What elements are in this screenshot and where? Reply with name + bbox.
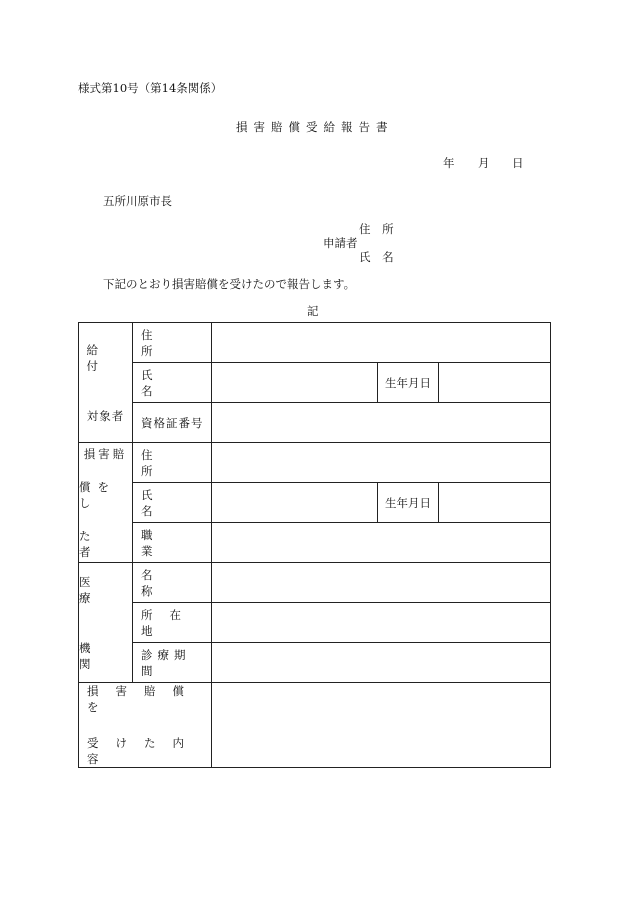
medical-period-label: 診療期間 [141,647,191,678]
ki-label: 記 [307,304,319,318]
table-row [79,603,551,643]
date-day: 日 [512,156,524,170]
recipient-name-field[interactable] [212,363,378,403]
medical-location-label: 所在地 [141,607,198,638]
date-month: 月 [478,156,490,170]
medical-name-label: 名 称 [141,567,195,598]
table-row [79,563,551,603]
recipient-name-label: 氏 名 [141,367,195,398]
liable-group-cell [79,443,133,563]
medical-period-field[interactable] [212,643,551,683]
recipient-qualification-field[interactable] [212,403,551,443]
liable-occupation-field[interactable] [212,523,551,563]
document-title: 損害賠償受給報告書 [236,120,394,134]
medical-group-line1: 医 療 [79,574,103,605]
liable-group-line2: 償をし [79,479,116,510]
table-row [79,523,551,563]
liable-occupation-label: 職 業 [141,527,195,558]
liable-group-line1: 損害賠 [83,446,128,461]
recipient-address-field[interactable] [212,323,551,363]
table-row [79,483,551,523]
report-table [78,322,551,768]
table-row [79,683,551,768]
compensation-content-field[interactable] [212,683,551,768]
liable-birthdate-label: 生年月日 [378,483,439,523]
table-row [79,443,551,483]
form-number: 様式第10号（第14条関係） [78,81,223,95]
recipient-birthdate-field[interactable] [439,363,551,403]
applicant-address-label: 住 所 [359,222,398,236]
liable-address-field[interactable] [212,443,551,483]
recipient-qualification-label: 資格証番号 [141,415,204,430]
liable-address-label: 住 所 [141,447,195,478]
liable-name-label: 氏 名 [141,487,195,518]
medical-location-field[interactable] [212,603,551,643]
applicant-name-label: 氏 名 [359,250,398,264]
table-row [79,643,551,683]
compensation-label-line2: 受けた内容 [87,736,201,766]
recipient-birthdate-label: 生年月日 [378,363,439,403]
table-row [79,323,551,363]
compensation-label-line1: 損害賠償を [87,684,201,714]
medical-name-field[interactable] [212,563,551,603]
addressee: 五所川原市長 [103,194,172,208]
table-row [79,363,551,403]
recipient-group-line2: 対象者 [86,408,125,423]
date-year: 年 [443,156,455,170]
liable-birthdate-field[interactable] [439,483,551,523]
medical-group-line2: 機 関 [79,640,103,671]
statement: 下記のとおり損害賠償を受けたので報告します。 [103,277,356,291]
recipient-group-cell [79,323,133,443]
applicant-group-label: 申請者 [323,236,358,250]
liable-group-line3: た 者 [79,528,100,559]
table-row [79,403,551,443]
compensation-label-cell [79,683,212,768]
medical-group-cell [79,563,133,683]
recipient-address-label: 住 所 [141,327,195,358]
liable-name-field[interactable] [212,483,378,523]
recipient-group-line1: 給 付 [86,342,110,373]
